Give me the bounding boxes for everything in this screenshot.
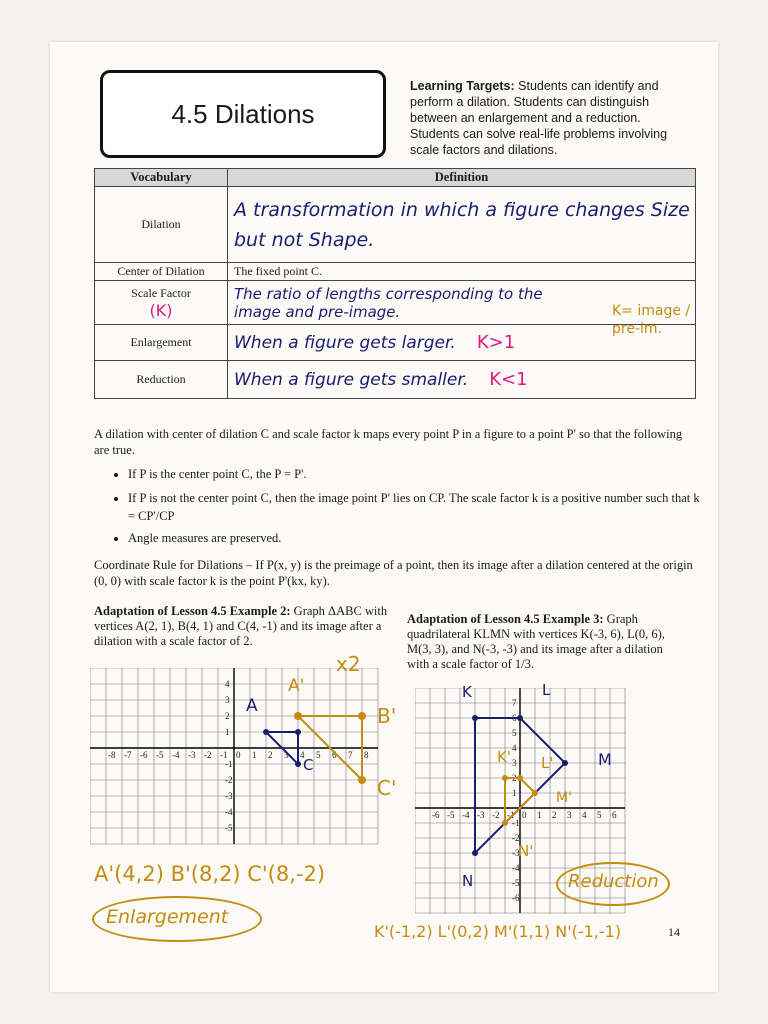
x-tick-label: -7 xyxy=(124,750,132,760)
vocab-definition: A transformation in which a figure changes Size but not Shape. xyxy=(228,187,696,263)
x-tick-label: -2 xyxy=(204,750,212,760)
y-tick-label: 7 xyxy=(512,698,517,708)
preimage-vertex xyxy=(472,715,478,721)
vocab-term: Dilation xyxy=(95,187,228,263)
x-tick-label: 5 xyxy=(597,810,602,820)
list-item: • If P is not the center point C, then the image point P' lies on CP. The scale factor k is a positive number such that k = CP'/CP xyxy=(128,489,708,525)
y-tick-label: -3 xyxy=(225,791,233,801)
example-3-type-label: Reduction xyxy=(568,871,659,892)
scale-factor-note: (K) xyxy=(149,300,173,320)
vocab-term: Scale Factor xyxy=(131,285,191,300)
preimage-vertex xyxy=(517,715,523,721)
y-tick-label: -5 xyxy=(512,878,520,888)
x-tick-label: -6 xyxy=(140,750,148,760)
example-3-heading: Adaptation of Lesson 4.5 Example 3: xyxy=(407,612,604,626)
x-tick-label: -4 xyxy=(172,750,180,760)
y-tick-label: 4 xyxy=(225,679,230,689)
page-number: 14 xyxy=(668,925,680,939)
x-tick-label: -1 xyxy=(507,810,515,820)
preimage-vertex xyxy=(295,761,301,767)
y-tick-label: 3 xyxy=(225,695,230,705)
dilation-intro: A dilation with center of dilation C and scale factor k maps every point P in a figure to a point P' so that the following are true. xyxy=(94,427,683,457)
y-tick-label: 1 xyxy=(225,727,230,737)
x-tick-label: 8 xyxy=(364,750,369,760)
example-2-heading: Adaptation of Lesson 4.5 Example 2: xyxy=(94,604,291,618)
vocab-definition-cell xyxy=(228,361,696,399)
list-item: • If P is the center point C, the P = P'. xyxy=(128,465,708,483)
enlargement-tag: K>1 xyxy=(476,332,516,353)
point-label-n: N xyxy=(462,872,474,890)
vocab-definition: When a figure gets smaller. xyxy=(234,370,469,390)
preimage-vertex xyxy=(263,729,269,735)
y-tick-label: -4 xyxy=(225,807,233,817)
vocab-term: Center of Dilation xyxy=(95,263,228,281)
x-tick-label: 7 xyxy=(348,750,353,760)
vocab-term: Reduction xyxy=(95,361,228,399)
point-label-n-prime: N' xyxy=(518,842,534,860)
x-tick-label: -4 xyxy=(462,810,470,820)
y-tick-label: -6 xyxy=(512,893,520,903)
vocab-header-term: Vocabulary xyxy=(95,169,228,187)
point-label-c: C xyxy=(303,756,314,774)
x-tick-label: -3 xyxy=(188,750,196,760)
x-tick-label: 2 xyxy=(552,810,557,820)
page-title: 4.5 Dilations xyxy=(171,98,315,129)
y-tick-label: -4 xyxy=(512,863,520,873)
example-3-image-coordinates: K'(-1,2) L'(0,2) M'(1,1) N'(-1,-1) xyxy=(374,922,622,941)
x-tick-label: -6 xyxy=(432,810,440,820)
image-vertex xyxy=(532,790,538,796)
vocab-term: Enlargement xyxy=(95,325,228,361)
example-2-prompt xyxy=(94,604,394,649)
scale-factor-formula-note: K= image / pre-im. xyxy=(612,303,691,337)
vocab-header-definition: Definition xyxy=(228,169,696,187)
example-2-type-label: Enlargement xyxy=(106,906,229,928)
image-vertex xyxy=(502,775,508,781)
image-vertex xyxy=(517,775,523,781)
x-tick-label: -5 xyxy=(447,810,455,820)
vocabulary-table xyxy=(94,168,696,399)
point-label-c-prime: C' xyxy=(377,776,397,800)
x-tick-label: 1 xyxy=(537,810,542,820)
x-tick-label: 6 xyxy=(332,750,337,760)
x-tick-label: 3 xyxy=(567,810,572,820)
point-label-m-prime: M' xyxy=(556,790,572,806)
example-3-text: Graph quadrilateral KLMN with vertices K(-3, 6), L(0, 6), M(3, 3), and N(-3, -3) and its image after a dilation with a scale factor of 1/3. xyxy=(407,612,665,671)
y-tick-label: 2 xyxy=(512,773,517,783)
x-tick-label: 0 xyxy=(236,750,241,760)
y-tick-label: -1 xyxy=(225,759,233,769)
learning-targets-text: Students can identify and perform a dilation. Students can distinguish between an enlargement and a reduction. Students can solve real-life problems involving scale factors and dilations. xyxy=(410,79,668,157)
y-tick-label: 2 xyxy=(225,711,230,721)
x-tick-label: 0 xyxy=(522,810,527,820)
y-tick-label: -1 xyxy=(512,818,520,828)
point-label-m: M xyxy=(598,750,612,769)
times-two-note: x2 xyxy=(336,652,361,676)
y-tick-label: 1 xyxy=(512,788,517,798)
y-tick-label: -2 xyxy=(225,775,233,785)
preimage-vertex xyxy=(472,850,478,856)
image-vertex xyxy=(358,712,366,720)
x-tick-label: -8 xyxy=(108,750,116,760)
vocab-definition: The ratio of lengths corresponding to the image and pre-image. xyxy=(228,281,696,325)
preimage-vertex xyxy=(562,760,568,766)
point-label-b-prime: B' xyxy=(377,704,397,728)
x-tick-label: 4 xyxy=(582,810,587,820)
image-vertex xyxy=(358,776,366,784)
image-vertex xyxy=(294,712,302,720)
learning-targets-label: Learning Targets: xyxy=(410,79,515,93)
y-tick-label: 6 xyxy=(512,713,517,723)
x-tick-label: 6 xyxy=(612,810,617,820)
x-tick-label: 2 xyxy=(268,750,273,760)
image-vertex xyxy=(502,820,508,826)
y-tick-label: -5 xyxy=(225,823,233,833)
y-tick-label: 5 xyxy=(512,728,517,738)
x-tick-label: 3 xyxy=(284,750,289,760)
point-label-a: A xyxy=(246,696,258,716)
x-tick-label: -3 xyxy=(477,810,485,820)
example-2-text: Graph ΔABC with vertices A(2, 1), B(4, 1) and C(4, -1) and its image after a dilation with a scale factor of 2. xyxy=(94,604,388,648)
example-2-graph xyxy=(90,668,380,858)
y-tick-label: -3 xyxy=(512,848,520,858)
x-tick-label: -5 xyxy=(156,750,164,760)
y-tick-label: 4 xyxy=(512,743,517,753)
x-tick-label: 5 xyxy=(316,750,321,760)
y-tick-label: 3 xyxy=(512,758,517,768)
x-tick-label: 4 xyxy=(300,750,305,760)
coordinate-rule: Coordinate Rule for Dilations – If P(x, y) is the preimage of a point, then its image after a dilation centered at the origin (0, 0) with scale factor k is the point P'(kx, ky). xyxy=(94,558,693,588)
x-tick-label: -1 xyxy=(220,750,228,760)
vocab-term-cell xyxy=(95,281,228,325)
preimage-vertex xyxy=(295,729,301,735)
point-label-l: L xyxy=(542,681,551,699)
dilation-properties-list xyxy=(110,465,708,547)
example-3-prompt xyxy=(407,612,687,672)
point-label-l-prime: L' xyxy=(541,754,554,772)
x-tick-label: 1 xyxy=(252,750,257,760)
reduction-tag: K<1 xyxy=(489,369,528,390)
list-item: • Angle measures are preserved. xyxy=(128,529,708,547)
learning-targets xyxy=(410,78,678,158)
point-label-a-prime: A' xyxy=(288,676,305,696)
vocab-definition: The fixed point C. xyxy=(228,263,696,281)
example-2-image-coordinates: A'(4,2) B'(8,2) C'(8,-2) xyxy=(94,862,326,886)
y-tick-label: -2 xyxy=(512,833,520,843)
x-tick-label: -2 xyxy=(492,810,500,820)
point-label-k: K xyxy=(462,683,472,701)
vocab-definition: When a figure gets larger. xyxy=(234,333,456,353)
point-label-k-prime: K' xyxy=(497,748,511,766)
title-box xyxy=(100,70,386,158)
